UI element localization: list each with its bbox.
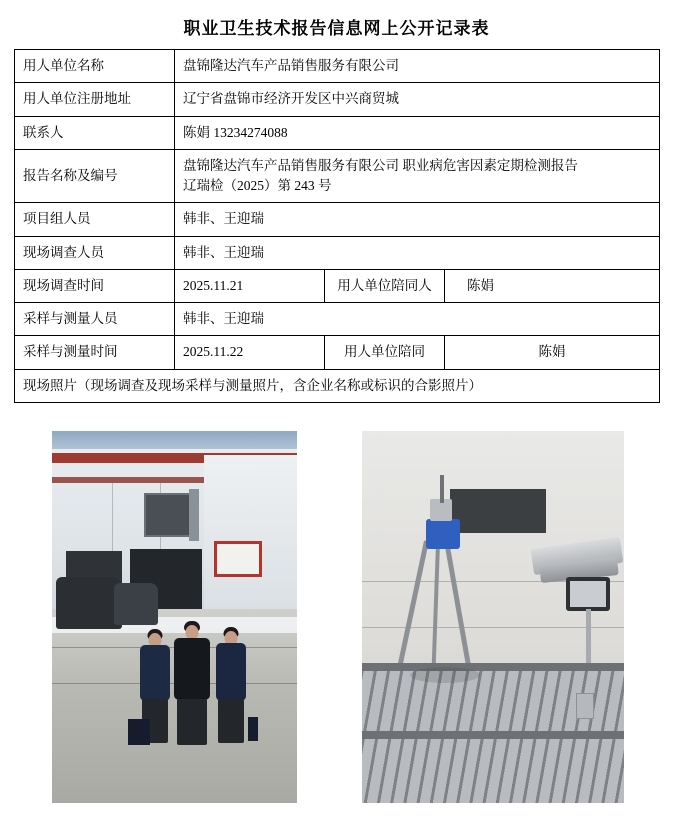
photo2-tripod-leg [397, 540, 429, 668]
photo2-bucket [576, 693, 594, 719]
photo1-person-legs [218, 699, 244, 743]
photo2-tripod-shadow [410, 667, 480, 683]
photo2-sampling-pump [426, 519, 460, 549]
row-value-employer-name: 盘锦隆达汽车产品销售服务有限公司 [175, 50, 660, 83]
photo2-wall-seam [362, 627, 624, 628]
row-label-report-name-number: 报告名称及编号 [15, 149, 175, 203]
photo2-tripod-leg [444, 540, 473, 675]
photo1-wall-sign [214, 541, 262, 577]
row-value-sampling-staff: 韩非、王迎瑞 [175, 303, 660, 336]
photo2-wall-panel [450, 489, 546, 533]
table-row [15, 50, 660, 83]
table-row [15, 269, 660, 302]
photo1-person-center [172, 621, 212, 749]
photo2-grate-edge [362, 731, 624, 739]
record-table [14, 49, 660, 403]
table-row [15, 203, 660, 236]
photo1-parked-vehicle [114, 583, 158, 625]
row-sublabel-survey-escort: 用人单位陪同人 [325, 269, 445, 302]
table-row [15, 149, 660, 203]
photo1-instrument-case [128, 719, 150, 745]
report-number-line: 辽瑞检（2025）第 243 号 [183, 178, 332, 193]
row-value-sampling-date: 2025.11.22 [175, 336, 325, 369]
sampling-tripod-spray-booth [362, 431, 624, 803]
row-label-project-team: 项目组人员 [15, 203, 175, 236]
row-label-contact-person: 联系人 [15, 116, 175, 149]
photo1-person-jacket [140, 645, 170, 701]
photo2-grate-edge [362, 663, 624, 671]
row-sublabel-sampling-escort: 用人单位陪同 [325, 336, 445, 369]
photo2-tripod-leg [431, 543, 440, 675]
photo-area [14, 403, 659, 803]
group-photo-workshop-entrance [52, 431, 297, 803]
table-row [15, 236, 660, 269]
row-value-project-team: 韩非、王迎瑞 [175, 203, 660, 236]
row-value-survey-date: 2025.11.21 [175, 269, 325, 302]
photo1-person-jacket [174, 638, 210, 700]
row-subvalue-survey-escort: 陈娟 [445, 269, 660, 302]
photo1-right-wall [204, 455, 297, 611]
photo1-person-jacket [216, 643, 246, 701]
row-label-employer-name: 用人单位名称 [15, 50, 175, 83]
table-row [15, 83, 660, 116]
photo2-lamp-face [570, 581, 606, 607]
row-value-survey-staff: 韩非、王迎瑞 [175, 236, 660, 269]
photo2-sampling-probe [440, 475, 444, 503]
photos-section-header: 现场照片（现场调查及现场采样与测量照片，含企业名称或标识的合影照片） [15, 369, 660, 402]
photo1-wall-vent [144, 493, 194, 537]
table-row [15, 303, 660, 336]
row-value-registered-address: 辽宁省盘锦市经济开发区中兴商贸城 [175, 83, 660, 116]
photo1-person-right [214, 627, 248, 747]
row-label-sampling-date: 采样与测量时间 [15, 336, 175, 369]
photo1-handheld-device [248, 717, 258, 741]
row-value-contact-person: 陈娟 13234274088 [175, 116, 660, 149]
photo1-parked-vehicle [56, 577, 122, 629]
table-row [15, 336, 660, 369]
row-label-survey-date: 现场调查时间 [15, 269, 175, 302]
row-label-sampling-staff: 采样与测量人员 [15, 303, 175, 336]
report-name-line: 盘锦隆达汽车产品销售服务有限公司 职业病危害因素定期检测报告 [183, 157, 578, 173]
row-label-registered-address: 用人单位注册地址 [15, 83, 175, 116]
row-value-report-name-number [175, 149, 660, 203]
photo1-person-legs [177, 699, 207, 745]
table-row [15, 369, 660, 402]
table-row [15, 116, 660, 149]
photo1-downpipe [189, 489, 199, 541]
row-label-survey-staff: 现场调查人员 [15, 236, 175, 269]
row-subvalue-sampling-escort: 陈娟 [445, 336, 660, 369]
page-title: 职业卫生技术报告信息网上公开记录表 [183, 19, 490, 38]
